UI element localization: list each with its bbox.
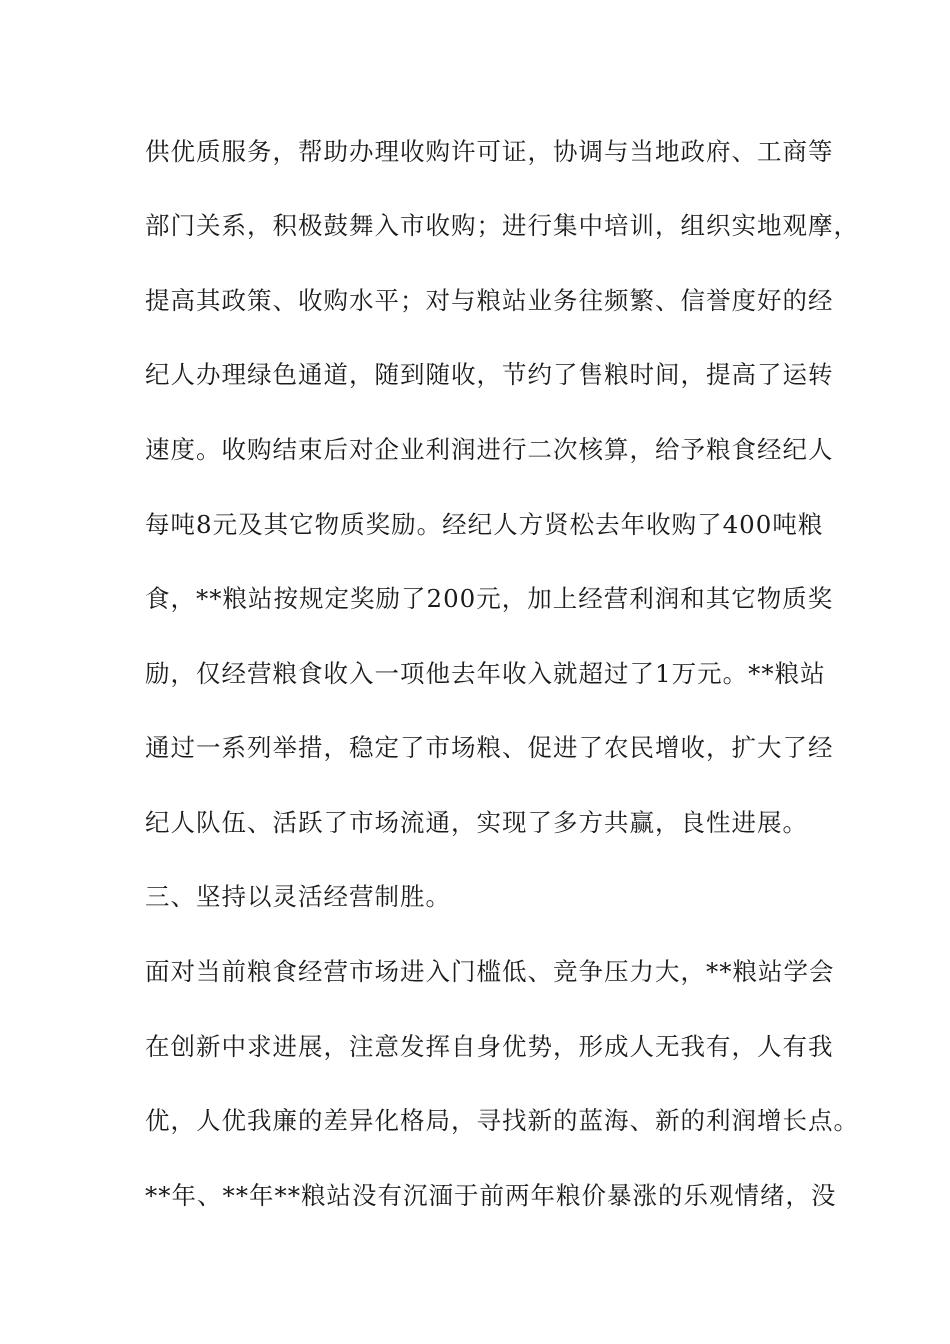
body-text-line: 通过一系列举措，稳定了市场粮、促进了农民增收，扩大了经 (145, 733, 834, 762)
body-text-line: 励，仅经营粮食收入一项他去年收入就超过了1万元。**粮站 (145, 659, 826, 688)
body-text-line: 部门关系，积极鼓舞入市收购；进行集中培训，组织实地观摩， (145, 211, 859, 240)
body-text-line: 纪人办理绿色通道，随到随收，节约了售粮时间，提高了运转 (145, 360, 834, 389)
body-text-line: **年、**年**粮站没有沉湎于前两年粮价暴涨的乐观情绪，没 (145, 1181, 837, 1210)
body-text-line: 面对当前粮食经营市场进入门槛低、竞争压力大，**粮站学会 (145, 957, 835, 986)
body-text-line: 纪人队伍、活跃了市场流通，实现了多方共赢，良性进展。 (145, 808, 808, 837)
section-heading: 三、坚持以灵活经营制胜。 (145, 882, 451, 911)
body-text-line: 每吨8元及其它物质奖励。经纪人方贤松去年收购了400吨粮 (145, 510, 824, 539)
body-text-line: 在创新中求进展，注意发挥自身优势，形成人无我有，人有我 (145, 1032, 834, 1061)
body-text-line: 供优质服务，帮助办理收购许可证，协调与当地政府、工商等 (145, 137, 834, 166)
body-text-line: 优，人优我廉的差异化格局，寻找新的蓝海、新的利润增长点。 (145, 1106, 859, 1135)
body-text-line: 提高其政策、收购水平；对与粮站业务往频繁、信誉度好的经 (145, 286, 834, 315)
body-text-line: 食，**粮站按规定奖励了200元，加上经营利润和其它物质奖 (145, 584, 834, 613)
body-text-line: 速度。收购结束后对企业利润进行二次核算，给予粮食经纪人 (145, 435, 834, 464)
